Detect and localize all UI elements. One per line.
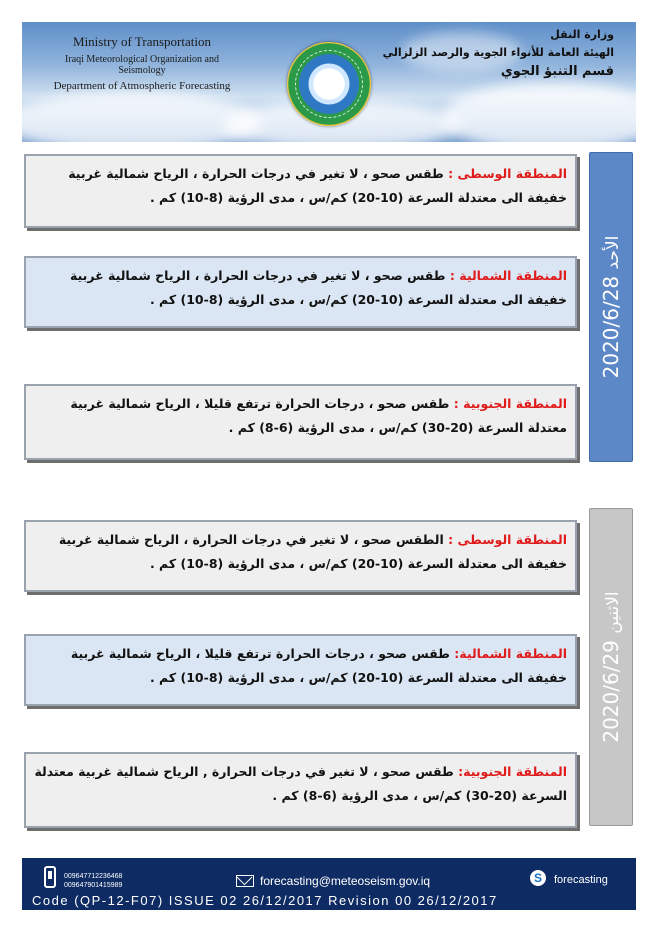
region-label: المنطقة الشمالية :	[449, 268, 567, 283]
day-name-label: الأحد	[603, 235, 623, 270]
arabic-title-block	[383, 28, 614, 79]
organization-logo	[287, 42, 371, 126]
ministry-name-ar: وزارة النقل	[550, 28, 614, 41]
region-label: المنطقة الشمالية:	[454, 646, 567, 661]
forecast-text: طقس صحو ، درجات الحرارة ترتفع قليلا ، الرياح شمالية غربية خفيفة الى معتدلة السرعة (10-20) كم/س ، مدى الرؤية (8-10) كم .	[70, 646, 567, 685]
region-label: المنطقة الوسطى :	[448, 166, 567, 181]
email-link[interactable]: forecasting@meteoseism.gov.iq	[260, 874, 431, 888]
forecast-text: الطقس صحو ، لا تغير في درجات الحرارة ، الرياح شمالية غربية خفيفة الى معتدلة السرعة (10-20) كم/س ، مدى الرؤية (8-10) كم .	[58, 532, 567, 571]
phone-number-2: 009647901415989	[64, 882, 123, 889]
region-label: المنطقة الجنوبية :	[453, 396, 567, 411]
skype-handle[interactable]: forecasting	[554, 874, 608, 886]
forecast-text: طقس صحو ، لا تغير في درجات الحرارة , الرياح شمالية غربية معتدلة السرعة (20-30) كم/س ، مدى الرؤية (6-8) كم .	[34, 764, 567, 803]
date-bar-day2	[589, 508, 633, 826]
skype-icon: S	[530, 870, 546, 886]
forecast-text: طقس صحو ، لا تغير في درجات الحرارة ، الرياح شمالية غربية خفيفة الى معتدلة السرعة (10-20) كم/س ، مدى الرؤية (8-10) كم .	[68, 166, 567, 205]
ministry-name-en: Ministry of Transportation	[73, 34, 211, 49]
region-label: المنطقة الوسطى :	[448, 532, 567, 547]
forecast-text: طقس صحو ، درجات الحرارة ترتفع قليلا ، الرياح شمالية غربية معتدلة السرعة (20-30) كم/س ، مدى الرؤية (6-8) كم .	[70, 396, 567, 435]
department-name-en: Department of Atmospheric Forecasting	[53, 80, 231, 92]
english-title-block	[42, 34, 242, 92]
region-label: المنطقة الجنوبية:	[458, 764, 567, 779]
forecast-box-north-day2	[24, 634, 577, 706]
date-label: 2020/6/28	[599, 275, 623, 379]
forecast-box-south-day1	[24, 384, 577, 460]
forecast-box-north-day1	[24, 256, 577, 328]
organization-name-en: Iraqi Meteorological Organization and Seismology	[65, 54, 219, 76]
date-label: 2020/6/29	[599, 640, 623, 743]
mail-icon	[236, 875, 254, 887]
day-name-label: الاثنين	[603, 591, 623, 634]
forecast-box-south-day2	[24, 752, 577, 828]
phone-numbers	[64, 872, 122, 890]
footer-bar	[22, 858, 636, 910]
date-bar-day1	[589, 152, 633, 462]
forecast-box-central-day2	[24, 520, 577, 592]
phone-number-1: 009647712236468	[64, 873, 123, 880]
document-code-line: Code (QP-12-F07) ISSUE 02 26/12/2017 Revision 00 26/12/2017	[32, 893, 498, 908]
forecast-box-central-day1	[24, 154, 577, 228]
department-name-ar: قسم التنبؤ الجوي	[500, 64, 614, 79]
header-banner	[22, 22, 636, 142]
organization-name-ar: الهيئة العامة للأنواء الجوية والرصد الزلزالي	[382, 46, 614, 59]
phone-icon	[44, 866, 56, 888]
forecast-text: طقس صحو ، لا تغير في درجات الحرارة ، الرياح شمالية غربية خفيفة الى معتدلة السرعة (10-20) كم/س ، مدى الرؤية (8-10) كم .	[69, 268, 567, 307]
